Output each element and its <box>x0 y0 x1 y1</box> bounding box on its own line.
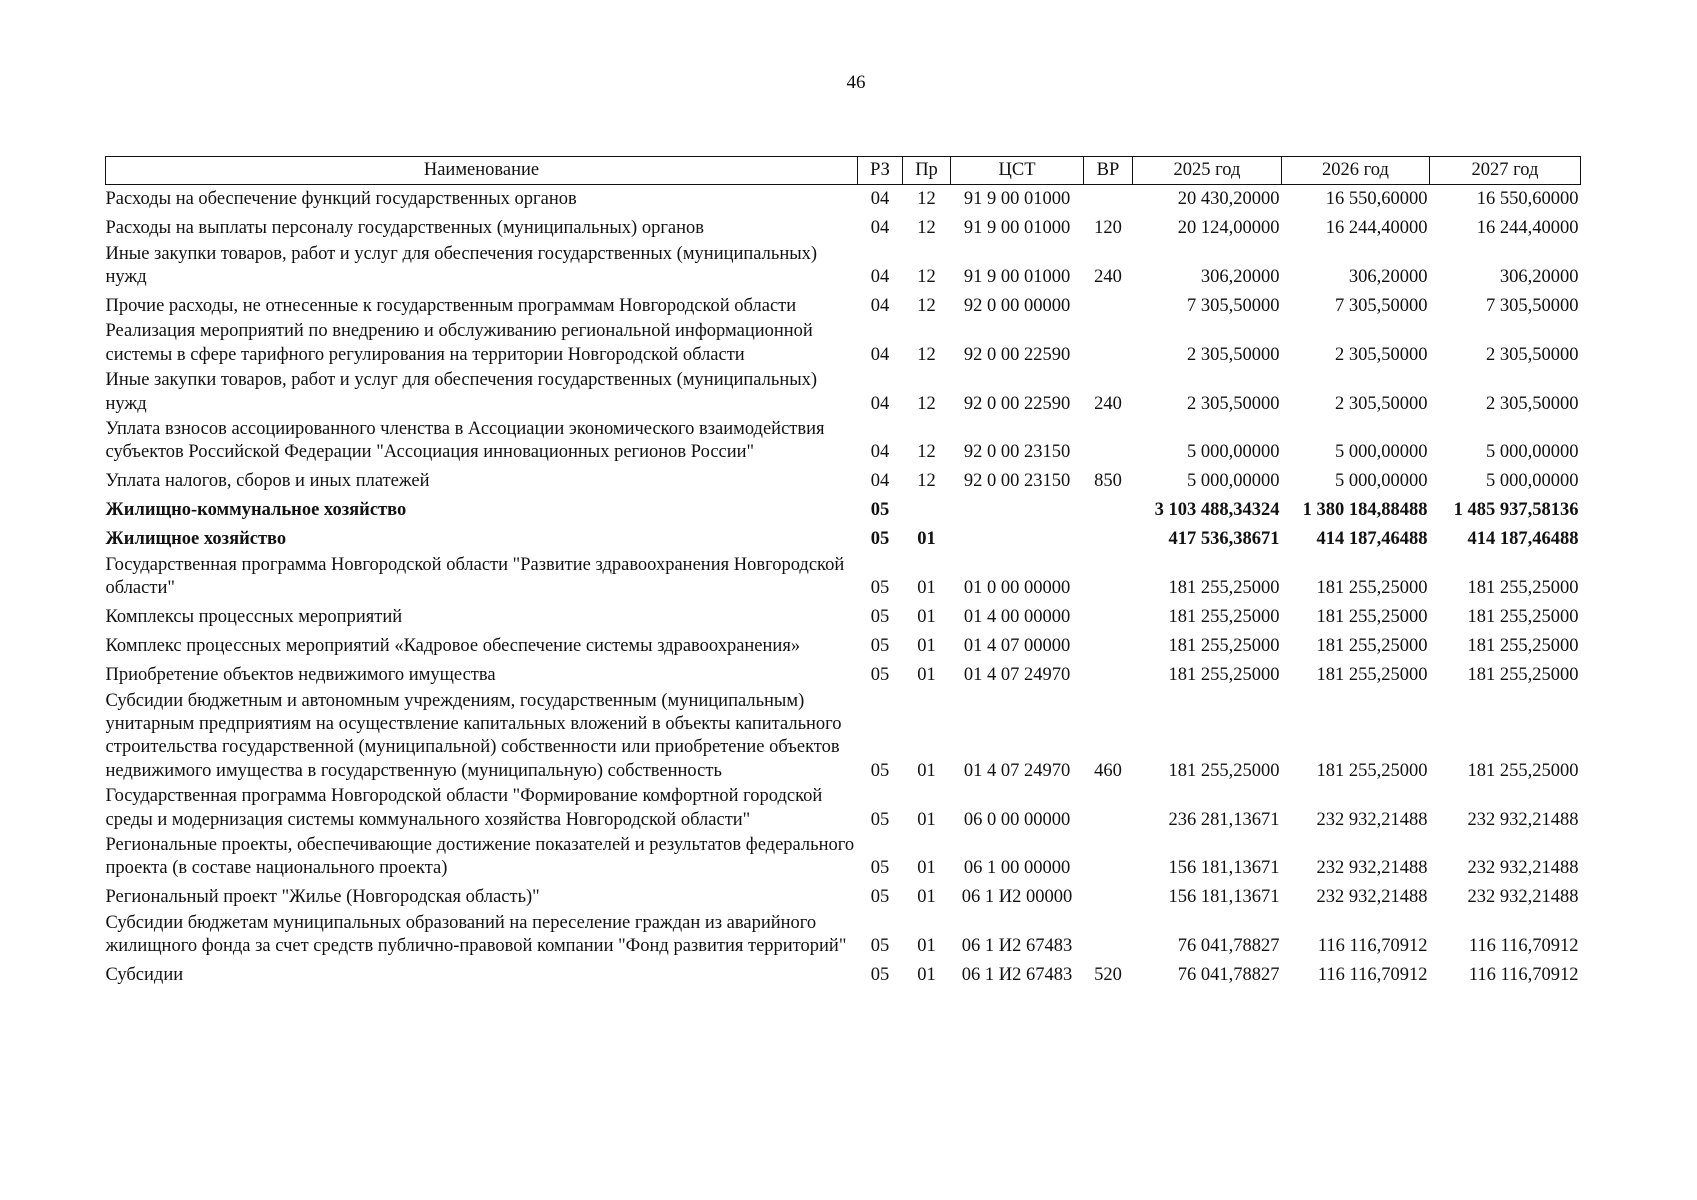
cell-2027: 181 255,25000 <box>1467 607 1579 628</box>
cell-2027: 5 000,00000 <box>1486 442 1579 463</box>
cell-rz: 04 <box>870 189 890 210</box>
cell-name: Реализация мероприятий по внедрению и обслуживанию региональной информационной системы в сфере тарифного регулирования на территории Новгородской области <box>105 321 813 365</box>
cell-2026: 5 000,00000 <box>1335 442 1428 463</box>
cell-vr <box>1084 320 1133 369</box>
cell-2027: 181 255,25000 <box>1467 578 1579 599</box>
table-row <box>106 496 1581 525</box>
cell-vr: 520 <box>1094 965 1122 986</box>
cell-2026: 181 255,25000 <box>1316 665 1428 686</box>
cell-cst <box>951 496 1084 525</box>
cell-2026: 414 187,46488 <box>1316 529 1428 550</box>
cell-pr: 01 <box>917 760 936 781</box>
cell-pr: 01 <box>917 936 936 957</box>
cell-2025: 181 255,25000 <box>1168 760 1280 781</box>
cell-2026: 5 000,00000 <box>1335 471 1428 492</box>
cell-cst: 01 4 07 24970 <box>963 760 1071 781</box>
table-row <box>106 785 1581 834</box>
cell-cst: 92 0 00 22590 <box>963 344 1071 365</box>
table-row <box>106 603 1581 632</box>
table-row <box>106 525 1581 554</box>
cell-name: Приобретение объектов недвижимого имущества <box>105 665 496 686</box>
cell-rz: 05 <box>870 936 890 957</box>
cell-2025: 156 181,13671 <box>1168 858 1280 879</box>
cell-rz: 04 <box>870 218 890 239</box>
cell-pr: 12 <box>917 295 936 316</box>
cell-pr: 01 <box>917 665 936 686</box>
cell-2026: 16 550,60000 <box>1325 189 1428 210</box>
cell-2025: 417 536,38671 <box>1168 529 1280 550</box>
cell-cst: 01 4 07 00000 <box>963 636 1071 657</box>
cell-pr: 12 <box>917 218 936 239</box>
cell-name: Комплекс процессных мероприятий «Кадровое обеспечение системы здравоохранения» <box>105 636 801 657</box>
cell-cst: 06 1 И2 00000 <box>961 887 1073 908</box>
cell-pr: 01 <box>917 578 936 599</box>
cell-cst: 92 0 00 22590 <box>963 393 1071 414</box>
cell-2025: 3 103 488,34324 <box>1154 500 1280 521</box>
cell-cst: 06 0 00 00000 <box>963 809 1071 830</box>
cell-vr <box>1084 834 1133 883</box>
cell-vr <box>1084 603 1133 632</box>
cell-2025: 76 041,78827 <box>1177 965 1280 986</box>
cell-rz: 05 <box>870 607 890 628</box>
cell-cst: 91 9 00 01000 <box>963 266 1071 287</box>
cell-2026: 2 305,50000 <box>1335 393 1428 414</box>
cell-2026: 232 932,21488 <box>1316 858 1428 879</box>
cell-2026: 116 116,70912 <box>1317 965 1428 986</box>
header-pr: Пр <box>903 157 951 185</box>
cell-2027: 5 000,00000 <box>1486 471 1579 492</box>
cell-cst: 06 1 00 00000 <box>963 858 1071 879</box>
table-row <box>106 834 1581 883</box>
cell-2027: 414 187,46488 <box>1467 529 1579 550</box>
cell-2027: 181 255,25000 <box>1467 760 1579 781</box>
cell-pr: 12 <box>917 344 936 365</box>
cell-pr: 12 <box>917 442 936 463</box>
cell-2026: 2 305,50000 <box>1335 344 1428 365</box>
cell-2025: 20 430,20000 <box>1177 189 1280 210</box>
cell-cst: 01 4 00 00000 <box>963 607 1071 628</box>
cell-pr <box>903 496 951 525</box>
cell-rz: 05 <box>870 529 890 550</box>
cell-name: Расходы на выплаты персоналу государственных (муниципальных) органов <box>105 218 705 239</box>
cell-name: Уплата налогов, сборов и иных платежей <box>105 471 430 492</box>
cell-pr: 01 <box>917 965 936 986</box>
cell-2025: 7 305,50000 <box>1187 295 1280 316</box>
header-2026: 2026 год <box>1282 157 1430 185</box>
cell-vr: 240 <box>1094 266 1122 287</box>
cell-2025: 181 255,25000 <box>1168 578 1280 599</box>
cell-cst: 92 0 00 23150 <box>963 471 1071 492</box>
cell-2027: 232 932,21488 <box>1467 858 1579 879</box>
cell-2027: 2 305,50000 <box>1486 393 1579 414</box>
cell-name: Иные закупки товаров, работ и услуг для обеспечения государственных (муниципальных) нужд <box>105 370 818 414</box>
header-cst: ЦСТ <box>951 157 1084 185</box>
cell-name: Субсидии бюджетам муниципальных образований на переселение граждан из аварийного жилищного фонда за счет средств публично-правовой компании "Фонд развития территорий" <box>105 912 847 957</box>
table-row <box>106 214 1581 243</box>
header-2025: 2025 год <box>1133 157 1282 185</box>
cell-cst: 91 9 00 01000 <box>963 218 1071 239</box>
cell-2027: 232 932,21488 <box>1467 887 1579 908</box>
cell-2025: 181 255,25000 <box>1168 636 1280 657</box>
cell-2025: 76 041,78827 <box>1177 936 1280 957</box>
cell-cst <box>951 525 1084 554</box>
cell-name: Государственная программа Новгородской области "Формирование комфортной городской среды и модернизация системы коммунального хозяйства Новгородской области" <box>105 786 823 830</box>
cell-2026: 181 255,25000 <box>1316 578 1428 599</box>
cell-2025: 306,20000 <box>1200 266 1280 287</box>
cell-pr: 12 <box>917 471 936 492</box>
cell-vr: 850 <box>1094 471 1122 492</box>
page-number: 46 <box>846 72 866 93</box>
cell-2025: 181 255,25000 <box>1168 665 1280 686</box>
cell-2027: 7 305,50000 <box>1486 295 1579 316</box>
cell-vr <box>1084 912 1133 961</box>
cell-rz: 04 <box>870 295 890 316</box>
cell-name: Расходы на обеспечение функций государственных органов <box>105 189 577 210</box>
cell-2025: 236 281,13671 <box>1168 809 1280 830</box>
table-row <box>106 883 1581 912</box>
cell-2025: 5 000,00000 <box>1187 442 1280 463</box>
table-row <box>106 243 1581 292</box>
cell-name: Прочие расходы, не отнесенные к государственным программам Новгородской области <box>105 295 797 316</box>
cell-name: Жилищное хозяйство <box>105 529 287 550</box>
cell-2026: 232 932,21488 <box>1316 809 1428 830</box>
cell-2027: 116 116,70912 <box>1468 965 1579 986</box>
cell-rz: 05 <box>870 578 890 599</box>
header-2027: 2027 год <box>1430 157 1581 185</box>
cell-name: Субсидии бюджетным и автономным учреждениям, государственным (муниципальным) унитарным предприятиям на осуществление капитальных вложений в объекты капитального строительства государственной (муниципальной) собственности или приобретение объектов недвижимого имущества в государственную (муниципальную) собственность <box>105 690 842 781</box>
table-header-row <box>106 157 1581 185</box>
table-row <box>106 554 1581 603</box>
cell-rz: 05 <box>870 636 890 657</box>
cell-rz: 04 <box>870 442 890 463</box>
cell-vr <box>1084 883 1133 912</box>
cell-pr: 01 <box>917 529 936 550</box>
cell-2026: 181 255,25000 <box>1316 607 1428 628</box>
cell-rz: 05 <box>870 887 890 908</box>
cell-name: Жилищно-коммунальное хозяйство <box>105 500 407 521</box>
cell-2027: 16 244,40000 <box>1476 218 1579 239</box>
cell-name: Уплата взносов ассоциированного членства в Ассоциации экономического взаимодействия субъектов Российской Федерации "Ассоциация инновационных регионов России" <box>105 418 825 463</box>
table-row <box>106 632 1581 661</box>
table-row <box>106 690 1581 786</box>
cell-2027: 232 932,21488 <box>1467 809 1579 830</box>
cell-pr: 12 <box>917 393 936 414</box>
cell-cst: 06 1 И2 67483 <box>961 936 1073 957</box>
cell-rz: 04 <box>870 266 890 287</box>
cell-vr: 120 <box>1094 218 1122 239</box>
cell-2027: 16 550,60000 <box>1476 189 1579 210</box>
cell-name: Региональный проект "Жилье (Новгородская область)" <box>105 887 540 908</box>
cell-pr: 01 <box>917 636 936 657</box>
cell-vr <box>1084 291 1133 320</box>
cell-2027: 306,20000 <box>1499 266 1579 287</box>
cell-2025: 2 305,50000 <box>1187 344 1280 365</box>
cell-cst: 01 0 00 00000 <box>963 578 1071 599</box>
cell-pr: 01 <box>917 887 936 908</box>
cell-vr <box>1084 185 1133 214</box>
cell-2027: 2 305,50000 <box>1486 344 1579 365</box>
cell-2026: 306,20000 <box>1348 266 1428 287</box>
cell-2027: 1 485 937,58136 <box>1453 500 1579 521</box>
cell-2027: 181 255,25000 <box>1467 636 1579 657</box>
table-row <box>106 912 1581 961</box>
table-body <box>106 185 1581 990</box>
cell-2026: 181 255,25000 <box>1316 760 1428 781</box>
table-row <box>106 661 1581 690</box>
cell-2026: 7 305,50000 <box>1335 295 1428 316</box>
cell-2026: 16 244,40000 <box>1325 218 1428 239</box>
cell-pr: 01 <box>917 809 936 830</box>
header-name: Наименование <box>106 157 858 185</box>
cell-vr <box>1084 496 1133 525</box>
cell-vr: 240 <box>1094 393 1122 414</box>
cell-vr: 460 <box>1094 760 1122 781</box>
cell-2026: 1 380 184,88488 <box>1302 500 1428 521</box>
budget-table <box>105 156 1581 990</box>
cell-2026: 116 116,70912 <box>1317 936 1428 957</box>
cell-2026: 181 255,25000 <box>1316 636 1428 657</box>
cell-2025: 20 124,00000 <box>1177 218 1280 239</box>
cell-name: Государственная программа Новгородской области "Развитие здравоохранения Новгородской области" <box>105 554 845 599</box>
cell-rz: 05 <box>870 965 890 986</box>
cell-pr: 01 <box>917 858 936 879</box>
header-vr: ВР <box>1084 157 1133 185</box>
cell-rz: 05 <box>870 500 890 521</box>
table-row <box>106 418 1581 467</box>
cell-cst: 92 0 00 23150 <box>963 442 1071 463</box>
cell-rz: 04 <box>870 344 890 365</box>
table-row <box>106 185 1581 214</box>
cell-rz: 04 <box>870 471 890 492</box>
cell-2027: 181 255,25000 <box>1467 665 1579 686</box>
cell-cst: 91 9 00 01000 <box>963 189 1071 210</box>
cell-cst: 06 1 И2 67483 <box>961 965 1073 986</box>
cell-2025: 5 000,00000 <box>1187 471 1280 492</box>
cell-vr <box>1084 785 1133 834</box>
cell-rz: 05 <box>870 760 890 781</box>
table-row <box>106 467 1581 496</box>
cell-2025: 2 305,50000 <box>1187 393 1280 414</box>
cell-pr: 12 <box>917 189 936 210</box>
cell-cst: 92 0 00 00000 <box>963 295 1071 316</box>
cell-cst: 01 4 07 24970 <box>963 665 1071 686</box>
cell-2026: 232 932,21488 <box>1316 887 1428 908</box>
cell-name: Иные закупки товаров, работ и услуг для обеспечения государственных (муниципальных) нужд <box>105 243 818 287</box>
cell-2025: 181 255,25000 <box>1168 607 1280 628</box>
table-row <box>106 291 1581 320</box>
table-row <box>106 320 1581 369</box>
table-row <box>106 961 1581 990</box>
header-rz: РЗ <box>858 157 903 185</box>
cell-vr <box>1084 554 1133 603</box>
cell-rz: 04 <box>870 393 890 414</box>
cell-name: Региональные проекты, обеспечивающие достижение показателей и результатов федерального проекта (в составе национального проекта) <box>105 835 855 879</box>
cell-2025: 156 181,13671 <box>1168 887 1280 908</box>
cell-vr <box>1084 632 1133 661</box>
cell-rz: 05 <box>870 809 890 830</box>
cell-vr <box>1084 418 1133 467</box>
table-row <box>106 369 1581 418</box>
cell-rz: 05 <box>870 665 890 686</box>
cell-2027: 116 116,70912 <box>1468 936 1579 957</box>
cell-pr: 01 <box>917 607 936 628</box>
cell-pr: 12 <box>917 266 936 287</box>
cell-rz: 05 <box>870 858 890 879</box>
cell-name: Субсидии <box>105 965 184 986</box>
cell-vr <box>1084 525 1133 554</box>
cell-vr <box>1084 661 1133 690</box>
cell-name: Комплексы процессных мероприятий <box>105 607 403 628</box>
